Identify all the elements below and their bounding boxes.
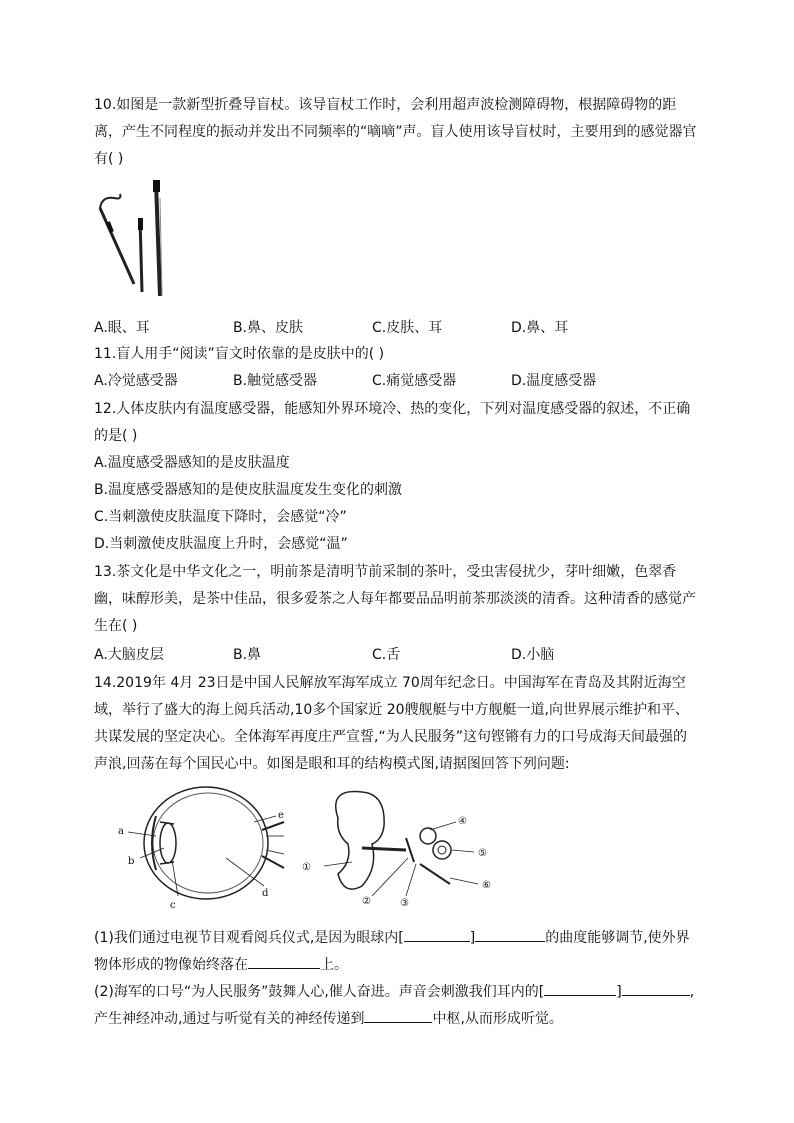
eye-label-e: e [278,810,284,821]
eye-ear-diagram [116,778,506,913]
eye-label-b: b [128,856,135,867]
answer-blank[interactable] [475,926,545,942]
option-c[interactable]: C.舌 [372,647,401,663]
question-14-text: 14.2019年 4月 23日是中国人民解放军海军成立 70周年纪念日。中国海军在青岛及其附近海空域，举行了盛大的海上阅兵活动,10多个国家近 20艘舰艇与中方舰艇一道,向世界展示维护和平、共谋发展的坚定决心。全体海军再度庄严宣誓,“为人民服务”这句铿锵有力的口号成海天间最强的声浪,回荡在每个国民心中。如图是眼和耳的结构模式图,请据图回答下列问题: [94,675,689,772]
option-a[interactable]: A.大脑皮层 [94,647,164,663]
option-a[interactable]: A.冷觉感受器 [94,373,178,389]
sub-question-2-line-2: 产生神经冲动,通过与听觉有关的神经传递到 中枢,从而形成听觉。 [94,1007,563,1031]
question-12-text: 12.人体皮肤内有温度感受器，能感知外界环境冷、热的变化，下列对温度感受器的叙述，不正确的是( ) [94,401,691,444]
ear-label-4: ④ [458,816,467,827]
ear-label-5: ⑤ [478,848,487,859]
option-b[interactable]: B.温度感受器感知的是使皮肤温度发生变化的刺激 [94,482,403,498]
answer-blank[interactable] [622,980,690,996]
option-c[interactable]: C.当刺激使皮肤温度下降时，会感觉“冷” [94,509,347,525]
option-a[interactable]: A.温度感受器感知的是皮肤温度 [94,455,290,471]
option-b[interactable]: B.鼻、皮肤 [233,320,304,336]
ear-structure-figure [302,792,491,909]
eye-label-d: d [262,888,269,899]
option-c[interactable]: C.皮肤、耳 [372,320,443,336]
sub-question-1-line-1: (1)我们通过电视节目观看阅兵仪式,是因为眼球内[ ] 的曲度能够调节,使外界 [94,926,690,950]
answer-blank[interactable] [364,1007,432,1023]
question-13-options [94,643,698,667]
ear-label-6: ⑥ [482,880,491,891]
eye-label-a: a [118,826,124,837]
ear-label-2: ② [362,896,371,907]
option-a[interactable]: A.眼、耳 [94,320,150,336]
sub-question-1-line-2: 物体形成的物像始终落在 上。 [94,953,348,977]
option-b[interactable]: B.触觉感受器 [233,373,318,389]
question-11-text: 11.盲人用手“阅读”盲文时依靠的是皮肤中的( ) [94,346,385,362]
question-11-options [94,369,698,393]
eye-label-c: c [170,900,176,911]
answer-blank[interactable] [248,953,320,969]
sub-question-2-line-1: (2)海军的口号“为人民服务”鼓舞人心,催人奋进。声音会刺激我们耳内的[ ] , [94,980,694,1004]
eye-structure-figure [118,787,284,911]
question-10-text: 10.如图是一款新型折叠导盲杖。该导盲杖工作时，会利用超声波检测障碍物，根据障碍物的距离，产生不同程度的振动并发出不同频率的“嘀嘀”声。盲人使用该导盲杖时，主要用到的感觉器官有( ) [94,97,697,167]
folding-cane-figure [96,178,176,298]
option-b[interactable]: B.鼻 [233,647,262,663]
option-d[interactable]: D.鼻、耳 [511,320,569,336]
option-c[interactable]: C.痛觉感受器 [372,373,457,389]
ear-label-1: ① [302,862,311,873]
ear-label-3: ③ [400,898,409,909]
question-13-text: 13.茶文化是中华文化之一，明前茶是清明节前采制的茶叶，受虫害侵扰少，芽叶细嫩，色翠香幽，味醇形美，是茶中佳品，很多爱茶之人每年都要品品明前茶那淡淡的清香。这种清香的感觉产生在( ) [94,564,696,634]
option-d[interactable]: D.小脑 [511,647,555,663]
option-d[interactable]: D.温度感受器 [511,373,597,389]
question-10-options [94,316,698,340]
answer-blank[interactable] [404,926,470,942]
answer-blank[interactable] [544,980,616,996]
option-d[interactable]: D.当刺激使皮肤温度上升时，会感觉“温” [94,536,348,552]
